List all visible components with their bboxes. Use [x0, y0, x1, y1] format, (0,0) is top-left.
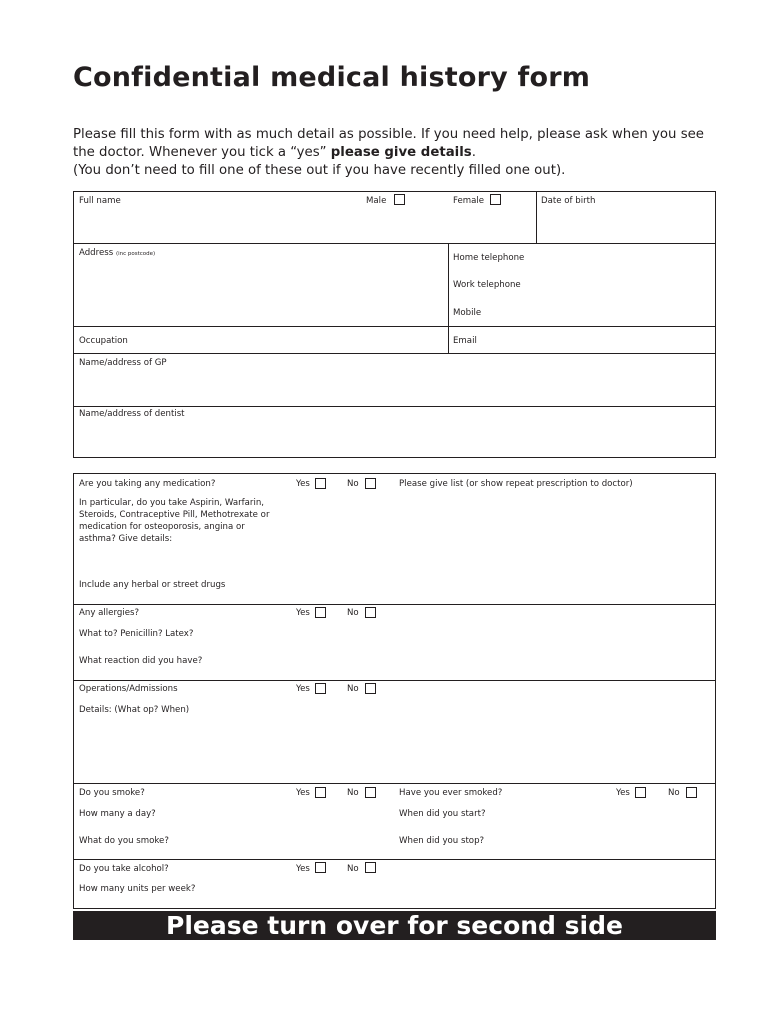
medication-list-label: Please give list (or show repeat prescription to doctor)	[399, 479, 633, 489]
allergies-no-label: No	[347, 608, 359, 618]
operations-yes-label: Yes	[296, 684, 310, 694]
alcohol-no-checkbox[interactable]	[365, 862, 376, 873]
gp-field[interactable]	[74, 372, 714, 404]
ever-smoked-yes-label: Yes	[616, 788, 630, 798]
intro-emphasis: please give details	[330, 145, 472, 160]
dentist-label: Name/address of dentist	[79, 409, 185, 419]
allergies-yes-label: Yes	[296, 608, 310, 618]
smoke-question: Do you smoke?	[79, 788, 145, 798]
ever-smoked-question: Have you ever smoked?	[399, 788, 503, 798]
ever-smoked-yes-checkbox[interactable]	[635, 787, 646, 798]
operations-question: Operations/Admissions	[79, 684, 178, 694]
female-label: Female	[453, 196, 485, 206]
male-checkbox[interactable]	[394, 194, 405, 205]
operations-details-field[interactable]	[74, 718, 714, 780]
smoke-stop-label: When did you stop?	[399, 836, 485, 846]
full-name-field[interactable]	[74, 208, 534, 242]
address-postcode-note: (inc postcode)	[115, 251, 156, 257]
alcohol-question: Do you take alcohol?	[79, 864, 169, 874]
herbal-drugs-label: Include any herbal or street drugs	[79, 580, 226, 590]
dentist-field[interactable]	[74, 423, 714, 456]
medication-detail-text: In particular, do you take Aspirin, Warfarin, Steroids, Contraceptive Pill, Methotrexate or medication for osteoporosis, angina or asthma? Give details:	[79, 498, 270, 544]
address-label: Address (inc postcode)	[79, 248, 156, 258]
smoke-yes-label: Yes	[296, 788, 310, 798]
allergies-yes-checkbox[interactable]	[315, 607, 326, 618]
date-of-birth-label: Date of birth	[541, 196, 596, 206]
female-checkbox[interactable]	[490, 194, 501, 205]
smoke-no-label: No	[347, 788, 359, 798]
medication-question: Are you taking any medication?	[79, 479, 216, 489]
operations-no-checkbox[interactable]	[365, 683, 376, 694]
operations-details-label: Details: (What op? When)	[79, 705, 190, 715]
smoke-no-checkbox[interactable]	[365, 787, 376, 798]
operations-yes-checkbox[interactable]	[315, 683, 326, 694]
form-title: Confidential medical history form	[73, 62, 591, 93]
male-label: Male	[366, 196, 387, 206]
intro-note: (You don’t need to fill one of these out if you have recently filled one out).	[73, 163, 566, 178]
alcohol-yes-checkbox[interactable]	[315, 862, 326, 873]
medication-list-field[interactable]	[396, 493, 712, 601]
medication-yes-label: Yes	[296, 479, 310, 489]
gp-label: Name/address of GP	[79, 358, 167, 368]
medication-no-checkbox[interactable]	[365, 478, 376, 489]
turn-over-banner: Please turn over for second side	[73, 911, 716, 940]
medication-yes-checkbox[interactable]	[315, 478, 326, 489]
allergies-reaction-label: What reaction did you have?	[79, 656, 203, 666]
home-telephone-label: Home telephone	[453, 253, 525, 263]
operations-no-label: No	[347, 684, 359, 694]
address-field[interactable]	[74, 262, 446, 324]
allergies-question: Any allergies?	[79, 608, 140, 618]
email-label: Email	[453, 336, 477, 346]
mobile-label: Mobile	[453, 308, 482, 318]
full-name-label: Full name	[79, 196, 121, 206]
alcohol-units-label: How many units per week?	[79, 884, 196, 894]
date-of-birth-field[interactable]	[538, 208, 714, 242]
ever-smoked-no-label: No	[668, 788, 680, 798]
allergies-no-checkbox[interactable]	[365, 607, 376, 618]
smoke-yes-checkbox[interactable]	[315, 787, 326, 798]
intro-text: Please fill this form with as much detail as possible. If you need help, please ask when you see the doctor. Whenever you tick a “yes” please give details. (You don’t need to fill one of these out if you have recently filled one out).	[73, 127, 704, 178]
smoke-per-day-label: How many a day?	[79, 809, 156, 819]
alcohol-yes-label: Yes	[296, 864, 310, 874]
medication-no-label: No	[347, 479, 359, 489]
smoke-start-label: When did you start?	[399, 809, 486, 819]
occupation-label: Occupation	[79, 336, 128, 346]
smoke-what-label: What do you smoke?	[79, 836, 169, 846]
allergies-what-label: What to? Penicillin? Latex?	[79, 629, 194, 639]
work-telephone-label: Work telephone	[453, 280, 521, 290]
alcohol-no-label: No	[347, 864, 359, 874]
ever-smoked-no-checkbox[interactable]	[686, 787, 697, 798]
